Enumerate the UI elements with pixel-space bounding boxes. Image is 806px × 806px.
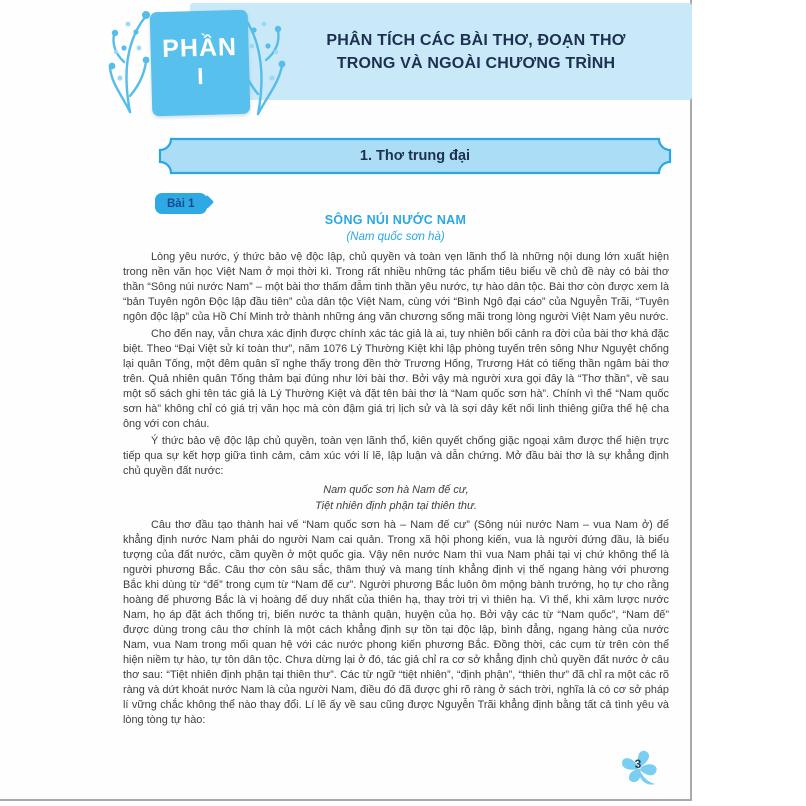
paragraph: Ý thức bảo vệ độc lập chủ quyền, toàn vẹn lãnh thổ, kiên quyết chống giặc ngoại xâm được thể hiện trực tiếp qua sự kết hợp giữa tình cảm, cảm xúc với lí lẽ, lập luận và dẫn chứng. Mở đầu bài thơ là sự khẳng định chủ quyền đất nước:	[123, 435, 669, 477]
page-title-line2: TRONG VÀ NGOÀI CHƯƠNG TRÌNH	[336, 54, 616, 72]
section-heading-plaque	[158, 137, 672, 175]
lesson-badge	[155, 193, 207, 214]
part-number-box	[150, 10, 251, 117]
page-number: 3	[634, 757, 642, 771]
body-text	[123, 250, 669, 730]
page-title	[256, 29, 625, 75]
lesson-badge-label: Bài 1	[167, 197, 195, 210]
paragraph: Lòng yêu nước, ý thức bảo vệ độc lập, chủ quyền và toàn vẹn lãnh thổ là những nội dung lớn xuất hiện trong nền văn học Việt Nam ở mọi thời kì. Trong rất nhiều những tác phẩm tiêu biểu về chủ đề này có bài thơ thần “Sông núi nước Nam” – một bài thơ thấm đẫm tinh thần yêu nước, tự hào dân tộc. Bài thơ còn được xem là “bản Tuyên ngôn Độc lập đầu tiên” của dân tộc Việt Nam, cùng với “Bình Ngô đại cáo” của Nguyễn Trãi, “Tuyên ngôn độc lập” của Hồ Chí Minh trở thành những áng văn chương sống mãi trong lòng người Việt Nam yêu nước.	[123, 251, 669, 323]
page-number-badge	[618, 748, 662, 794]
poem-title: SÔNG NÚI NƯỚC NAM	[324, 213, 467, 227]
section-title: 1. Thơ trung đại	[359, 148, 471, 164]
verse-line: Nam quốc sơn hà Nam đế cư,	[323, 484, 469, 496]
paragraph: Cho đến nay, vẫn chưa xác định được chính xác tác giả là ai, tuy nhiên bối cảnh ra đời của bài thơ khá đặc biệt. Theo “Đại Việt sử kí toàn thư”, năm 1076 Lý Thường Kiệt khi lập phòng tuyến trên sông Như Nguyệt chống lại quân Tống, một đêm quân sĩ nghe thấy trong đền thờ Trương Hống, Trương Hát có tiếng thần ngâm bài thơ trên. Quả nhiên quân Tống thảm bại đúng như lời bài thơ. Bởi vậy mà người xưa gọi đây là “Thơ thần”, về sau một số sách ghi tên tác giả là Lý Thường Kiệt và đặt tên bài thơ là “Nam quốc sơn hà”. Chính vì thế “Nam quốc sơn hà” không chỉ có giá trị văn học mà còn đậm giá trị lịch sử và là sợi dây kết nối linh thiêng giữa thế hệ cha ông với con cháu.	[123, 328, 669, 430]
paragraph: Câu thơ đầu tạo thành hai vế “Nam quốc sơn hà – Nam đế cư” (Sông núi nước Nam – vua Nam ở) để khẳng định nước Nam phải do người Nam cai quản. Trong xã hội phong kiến, vua là người đứng đầu, là biểu tượng của đất nước, cầm quyền ở một quốc gia. Vậy nên nước Nam thì vua Nam phải tại vị chứ không thể là người phương Bắc. Câu thơ còn sâu sắc, thâm thuý và mang tính khẳng định vị thế ngang hàng với phương Bắc khi dùng từ “đế” trong cụm từ “Nam đế cư”. Người phương Bắc luôn ôm mộng bành trướng, họ tự cho rằng hoàng đế phương Bắc là vị hoàng đế duy nhất của thiên hạ, thay trời trị vì thiên hạ. Vì thế, khi xâm lược nước Nam, họ áp đặt ách thống trị, biến nước ta thành quận, huyện của họ. Bởi vậy các từ “Nam quốc”, “Nam đế” được dùng trong câu thơ chính là một cách khẳng định sự tồn tại độc lập, bình đẳng, ngang hàng của nước Nam, vua Nam trong mối quan hệ với các nước phong kiến phương Bắc. Đồng thời, các cụm từ trên còn thể hiện niềm tự hào, tự tôn dân tộc. Chưa dừng lại ở đó, tác giả chỉ ra cơ sở khẳng định chủ quyền đất nước ở câu thơ sau: “Tiệt nhiên định phận tại thiên thư”. Các từ ngữ “tiệt nhiên”, “định phận”, “thiên thư” đã chỉ ra một các rõ ràng và dứt khoát nước Nam là của người Nam, điều đó đã được ghi rõ ràng ở sách trời, nghĩa là có cơ sở pháp lí vững chắc không thể nào thay đổi. Lí lẽ ấy về sau cũng được Nguyễn Trãi khẳng định bằng tất cả tình yêu và lòng tòng tự hào:	[123, 519, 669, 726]
verse-block	[123, 482, 669, 514]
verse-line: Tiệt nhiên định phận tại thiên thư.	[315, 500, 477, 512]
part-label: PHẦN	[161, 33, 238, 63]
page-title-line1: PHÂN TÍCH CÁC BÀI THƠ, ĐOẠN THƠ	[326, 31, 626, 49]
clover-icon	[618, 748, 662, 794]
poem-subtitle: (Nam quốc sơn hà)	[346, 231, 445, 243]
part-number: I	[196, 62, 204, 90]
